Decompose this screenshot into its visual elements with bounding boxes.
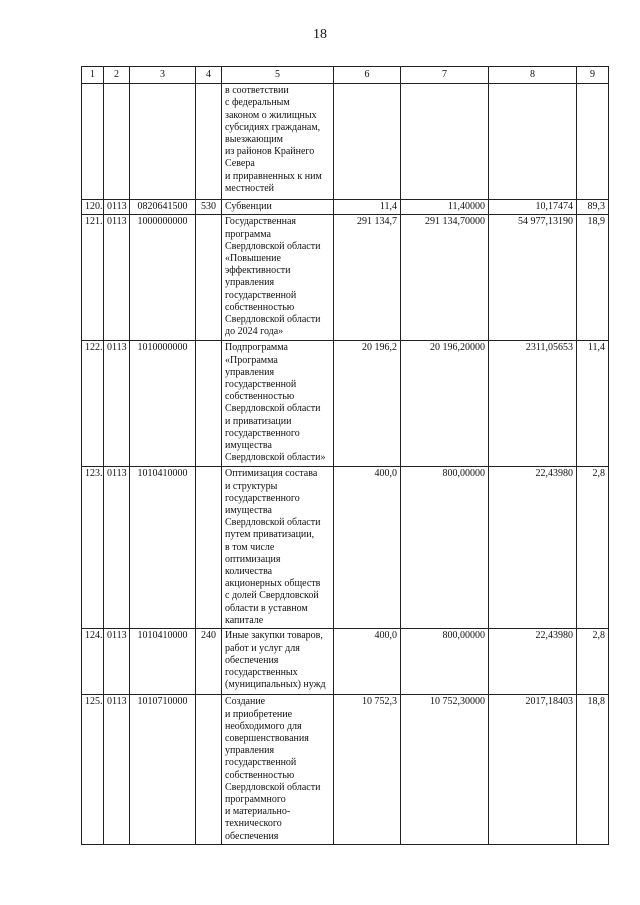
target-article-cell: 1010710000	[130, 695, 196, 844]
executed-amount-cell: 10,17474	[489, 200, 577, 215]
refined-amount-cell	[401, 84, 489, 200]
executed-amount-cell: 22,43980	[489, 629, 577, 695]
header-cell: 3	[130, 67, 196, 84]
target-article-cell: 1010000000	[130, 341, 196, 467]
table-row	[82, 629, 609, 695]
item-name-line: государственного	[225, 492, 300, 504]
item-name-line: Создание	[225, 696, 266, 708]
expense-type-cell	[196, 84, 222, 200]
row-number-cell: 121.	[82, 215, 104, 341]
table-row	[82, 467, 609, 629]
item-name-cell	[222, 84, 334, 200]
item-name-line: области в уставном	[225, 602, 308, 614]
item-name-line: капитале	[225, 614, 264, 626]
item-name-line: обеспечения	[225, 830, 279, 842]
percent-cell: 18,8	[577, 695, 609, 844]
item-name-cell	[222, 467, 334, 629]
expense-type-cell: 530	[196, 200, 222, 215]
section-code-cell: 0113	[104, 200, 130, 215]
item-name-line: программа	[225, 228, 271, 240]
item-name-line: и приватизации	[225, 415, 292, 427]
item-name-line: с федеральным	[225, 97, 290, 109]
item-name-line: акционерных обществ	[225, 578, 321, 590]
table-row	[82, 200, 609, 215]
item-name-line: имущества	[225, 440, 272, 452]
item-name-line: субсидиях гражданам,	[225, 121, 321, 133]
item-name-line: программного	[225, 794, 286, 806]
row-number-cell: 124.	[82, 629, 104, 695]
item-name-line: выезжающим	[225, 134, 283, 146]
item-name-line: в том числе	[225, 541, 275, 553]
section-code-cell: 0113	[104, 215, 130, 341]
executed-amount-cell: 2311,05653	[489, 341, 577, 467]
item-name-line: имущества	[225, 505, 272, 517]
item-name-line: Подпрограмма	[225, 342, 288, 354]
item-name-line: из районов Крайнего	[225, 146, 315, 158]
header-cell: 4	[196, 67, 222, 84]
planned-amount-cell: 11,4	[334, 200, 401, 215]
expense-type-cell	[196, 341, 222, 467]
item-name-line: оптимизация	[225, 553, 281, 565]
table-header-row	[82, 67, 609, 84]
table-row	[82, 695, 609, 844]
item-name-line: государственного	[225, 427, 300, 439]
section-code-cell: 0113	[104, 695, 130, 844]
item-name-line: Свердловской области	[225, 517, 321, 529]
item-name-line: Оптимизация состава	[225, 468, 318, 480]
section-code-cell: 0113	[104, 467, 130, 629]
section-code-cell: 0113	[104, 629, 130, 695]
item-name-cell	[222, 629, 334, 695]
header-cell: 6	[334, 67, 401, 84]
target-article-cell: 0820641500	[130, 200, 196, 215]
header-cell: 1	[82, 67, 104, 84]
planned-amount-cell: 400,0	[334, 629, 401, 695]
item-name-line: Свердловской области	[225, 403, 321, 415]
item-name-line: Севера	[225, 158, 255, 170]
target-article-cell: 1000000000	[130, 215, 196, 341]
refined-amount-cell: 291 134,70000	[401, 215, 489, 341]
item-name-line: управления	[225, 277, 275, 289]
target-article-cell: 1010410000	[130, 467, 196, 629]
item-name-line: законом о жилищных	[225, 109, 317, 121]
refined-amount-cell: 800,00000	[401, 467, 489, 629]
planned-amount-cell: 10 752,3	[334, 695, 401, 844]
item-name-line: совершенствования	[225, 733, 309, 745]
page-number: 18	[313, 27, 327, 42]
percent-cell: 18,9	[577, 215, 609, 341]
executed-amount-cell	[489, 84, 577, 200]
header-cell: 8	[489, 67, 577, 84]
row-number-cell: 125.	[82, 695, 104, 844]
item-name-line: Свердловской области	[225, 781, 321, 793]
planned-amount-cell	[334, 84, 401, 200]
expense-type-cell	[196, 695, 222, 844]
budget-table	[81, 66, 609, 845]
table-row	[82, 215, 609, 341]
item-name-line: государственной	[225, 379, 297, 391]
percent-cell	[577, 84, 609, 200]
row-number-cell: 122.	[82, 341, 104, 467]
percent-cell: 11,4	[577, 341, 609, 467]
planned-amount-cell: 291 134,7	[334, 215, 401, 341]
header-cell: 7	[401, 67, 489, 84]
target-article-cell	[130, 84, 196, 200]
item-name-line: «Повышение	[225, 253, 281, 265]
item-name-cell	[222, 200, 334, 215]
row-number-cell: 123.	[82, 467, 104, 629]
item-name-line: необходимого для	[225, 720, 302, 732]
item-name-line: государственной	[225, 757, 297, 769]
item-name-line: управления	[225, 366, 275, 378]
item-name-line: местностей	[225, 182, 275, 194]
item-name-line: в соответствии	[225, 85, 289, 97]
item-name-line: обеспечения	[225, 654, 279, 666]
item-name-line: Свердловской области	[225, 314, 321, 326]
item-name-line: собственностью	[225, 391, 295, 403]
planned-amount-cell: 20 196,2	[334, 341, 401, 467]
section-code-cell	[104, 84, 130, 200]
item-name-cell	[222, 695, 334, 844]
expense-type-cell: 240	[196, 629, 222, 695]
item-name-line: эффективности	[225, 265, 291, 277]
row-number-cell: 120.	[82, 200, 104, 215]
table-row	[82, 341, 609, 467]
item-name-line: и материально-	[225, 806, 291, 818]
item-name-line: «Программа	[225, 354, 278, 366]
executed-amount-cell: 54 977,13190	[489, 215, 577, 341]
item-name-line: Государственная	[225, 216, 297, 228]
table-row	[82, 84, 609, 200]
header-cell: 5	[222, 67, 334, 84]
expense-type-cell	[196, 215, 222, 341]
section-code-cell: 0113	[104, 341, 130, 467]
item-name-line: управления	[225, 745, 275, 757]
executed-amount-cell: 22,43980	[489, 467, 577, 629]
item-name-line: количества	[225, 566, 273, 578]
item-name-line: Свердловской области»	[225, 452, 326, 464]
refined-amount-cell: 10 752,30000	[401, 695, 489, 844]
percent-cell: 2,8	[577, 467, 609, 629]
item-name-line: Иные закупки товаров,	[225, 630, 323, 642]
item-name-line: и приравненных к ним	[225, 170, 322, 182]
item-name-line: (муниципальных) нужд	[225, 679, 326, 691]
item-name-cell	[222, 341, 334, 467]
item-name-line: с долей Свердловской	[225, 590, 319, 602]
row-number-cell	[82, 84, 104, 200]
item-name-line: технического	[225, 818, 282, 830]
item-name-cell	[222, 215, 334, 341]
item-name-line: до 2024 года»	[225, 326, 284, 338]
item-name-line: Свердловской области	[225, 240, 321, 252]
refined-amount-cell: 11,40000	[401, 200, 489, 215]
table-body	[82, 84, 609, 845]
header-cell: 2	[104, 67, 130, 84]
item-name-line: Субвенции	[225, 201, 272, 213]
item-name-line: собственностью	[225, 301, 295, 313]
target-article-cell: 1010410000	[130, 629, 196, 695]
executed-amount-cell: 2017,18403	[489, 695, 577, 844]
item-name-line: государственных	[225, 667, 298, 679]
item-name-line: путем приватизации,	[225, 529, 315, 541]
percent-cell: 89,3	[577, 200, 609, 215]
item-name-line: государственной	[225, 289, 297, 301]
item-name-line: собственностью	[225, 769, 295, 781]
item-name-line: и структуры	[225, 480, 278, 492]
item-name-line: и приобретение	[225, 708, 293, 720]
planned-amount-cell: 400,0	[334, 467, 401, 629]
refined-amount-cell: 800,00000	[401, 629, 489, 695]
percent-cell: 2,8	[577, 629, 609, 695]
refined-amount-cell: 20 196,20000	[401, 341, 489, 467]
item-name-line: работ и услуг для	[225, 642, 300, 654]
expense-type-cell	[196, 467, 222, 629]
header-cell: 9	[577, 67, 609, 84]
